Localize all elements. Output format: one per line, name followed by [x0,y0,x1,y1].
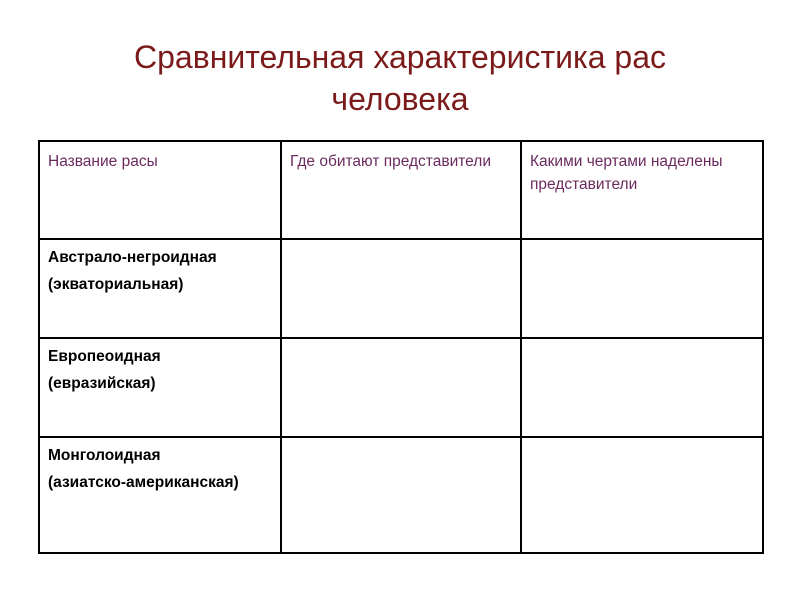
habitat-cell[interactable] [281,338,521,437]
race-name-cell [39,239,281,338]
header-race-name: Название расы [39,141,281,239]
comparison-table [38,140,764,554]
traits-cell[interactable] [521,338,763,437]
traits-cell[interactable] [521,239,763,338]
race-alt-name: (экваториальная) [48,276,184,293]
table-row [39,338,763,437]
race-alt-name: (азиатско-американская) [48,474,239,491]
traits-cell[interactable] [521,437,763,553]
race-name: Монголоидная [48,447,161,464]
slide-title [60,36,740,120]
table-header-row [39,141,763,239]
table-row [39,239,763,338]
title-line-2: человека [331,81,469,117]
title-line-1: Сравнительная характеристика рас [134,39,666,75]
race-name: Европеоидная [48,348,161,365]
header-traits: Какими чертами наделены представители [521,141,763,239]
race-name-cell [39,338,281,437]
race-alt-name: (евразийская) [48,375,156,392]
race-name: Австрало-негроидная [48,249,217,266]
race-name-cell [39,437,281,553]
habitat-cell[interactable] [281,437,521,553]
table-row [39,437,763,553]
habitat-cell[interactable] [281,239,521,338]
header-habitat: Где обитают представители [281,141,521,239]
